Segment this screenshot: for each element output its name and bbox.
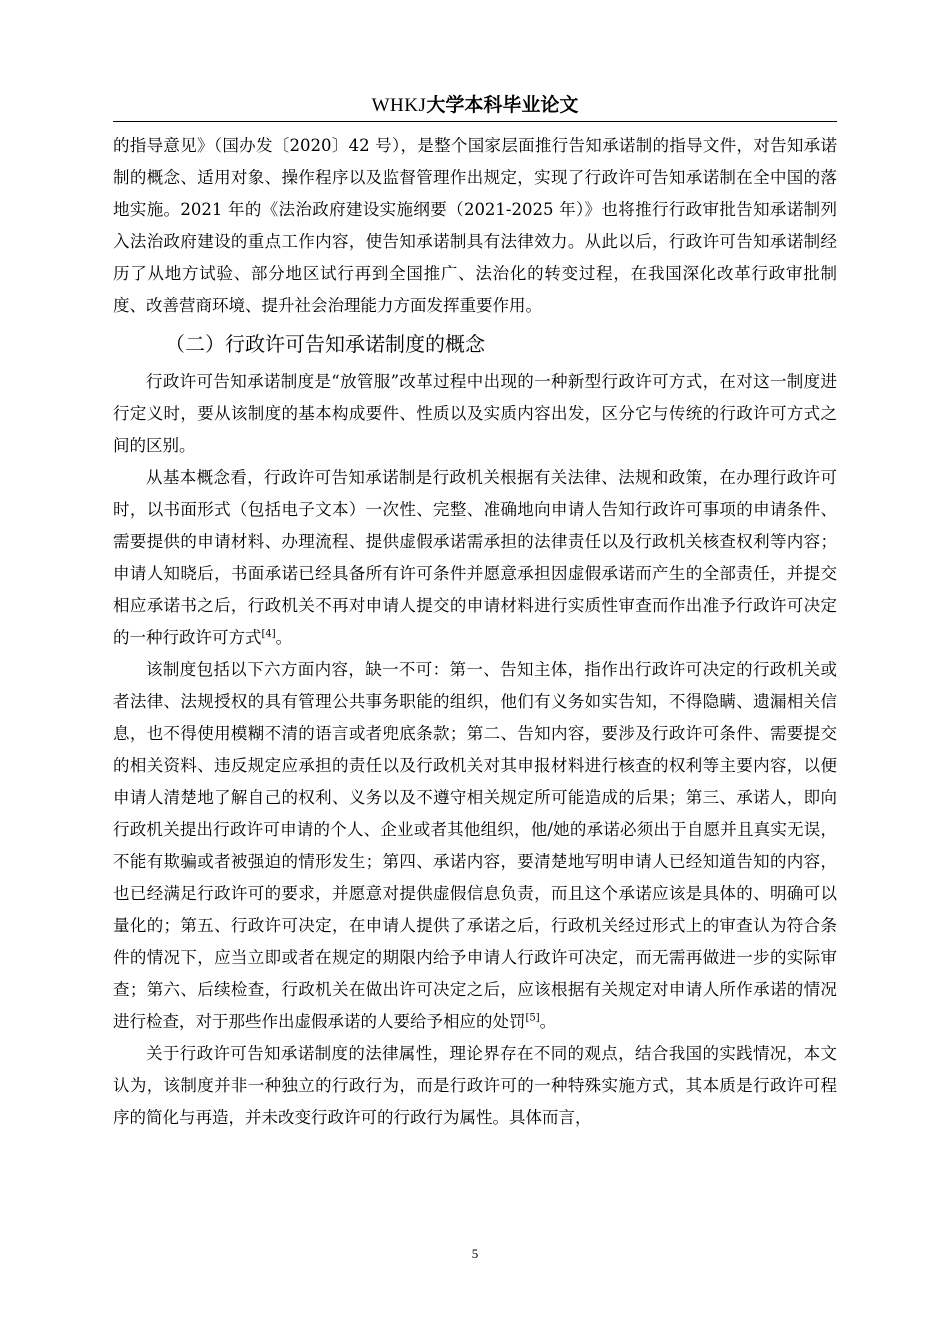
paragraph-end-mark: 。	[539, 1012, 557, 1031]
page-number: 5	[471, 1246, 479, 1261]
paragraph-six-aspects-text: 该制度包括以下六方面内容，缺一不可：第一、告知主体，指作出行政许可决定的行政机关或者法律、法规授权的具有管理公共事务职能的组织，他们有义务如实告知，不得隐瞒、遗漏相关信息，也不得使用模糊不清的语言或者兜底条款；第二、告知内容，要涉及行政许可条件、需要提交的相关资料、违反规定应承担的责任以及行政机关对其申报材料进行核查的权利等主要内容，以便申请人清楚地了解自己的权利、义务以及不遵守相关规定所可能造成的后果；第三、承诺人，即向行政机关提出行政许可申请的个人、企业或者其他组织，他/她的承诺必须出于自愿并且真实无误，不能有欺骗或者被强迫的情形发生；第四、承诺内容，要清楚地写明申请人已经知道告知的内容，也已经满足行政许可的要求，并愿意对提供虚假信息负责，而且这个承诺应该是具体的、明确可以量化的；第五、行政许可决定，在申请人提供了承诺之后，行政机关经过形式上的审查认为符合条件的情况下，应当立即或者在规定的期限内给予申请人行政许可决定，而无需再做进一步的实际审查；第六、后续检查，行政机关在做出许可决定之后，应该根据有关规定对申请人所作承诺的情况进行检查，对于那些作出虚假承诺的人要给予相应的处罚	[113, 660, 837, 1031]
section-heading: （二）行政许可告知承诺制度的概念	[165, 332, 485, 356]
body-text	[113, 130, 837, 1134]
paragraph-basic-concept	[113, 462, 837, 654]
header-title: 大学本科毕业论文	[426, 94, 579, 116]
paragraph-basic-concept-text: 从基本概念看，行政许可告知承诺制是行政机关根据有关法律、法规和政策，在办理行政许可时，以书面形式（包括电子文本）一次性、完整、准确地向申请人告知行政许可事项的申请条件、需要提供的申请材料、办理流程、提供虚假承诺需承担的法律责任以及行政机关核查权利等内容；申请人知晓后，书面承诺已经具备所有许可条件并愿意承担因虚假承诺而产生的全部责任，并提交相应承诺书之后，行政机关不再对申请人提交的申请材料进行实质性审查而作出准予行政许可决定的一种行政许可方式	[113, 468, 837, 647]
paragraph-continued: 的指导意见》（国办发〔2020〕42 号），是整个国家层面推行告知承诺制的指导文件，对告知承诺制的概念、适用对象、操作程序以及监督管理作出规定，实现了行政许可告知承诺制在全中国的落地实施。2021 年的《法治政府建设实施纲要（2021-2025 年）》也将推行行政审批告知承诺制列入法治政府建设的重点工作内容，使告知承诺制具有法律效力。从此以后，行政许可告知承诺制经历了从地方试验、部分地区试行再到全国推广、法治化的转变过程，在我国深化改革行政审批制度、改善营商环境、提升社会治理能力方面发挥重要作用。	[113, 136, 837, 315]
paragraph-six-aspects	[113, 654, 837, 1038]
citation-ref-5: [5]	[525, 1012, 540, 1024]
paragraph-legal-attribute: 关于行政许可告知承诺制度的法律属性，理论界存在不同的观点，结合我国的实践情况，本文认为，该制度并非一种独立的行政行为，而是行政许可的一种特殊实施方式，其本质是行政许可程序的简化与再造，并未改变行政许可的行政行为属性。具体而言，	[113, 1044, 837, 1127]
header-rule	[113, 121, 837, 122]
paragraph-definition-intro: 行政许可告知承诺制度是“放管服”改革过程中出现的一种新型行政许可方式，在对这一制度进行定义时，要从该制度的基本构成要件、性质以及实质内容出发，区分它与传统的行政许可方式之间的区别。	[113, 372, 837, 455]
header-school-code: WHKJ	[371, 95, 427, 116]
paragraph-end-mark: 。	[275, 628, 293, 647]
running-header	[0, 93, 950, 118]
citation-ref-4: [4]	[261, 628, 276, 640]
